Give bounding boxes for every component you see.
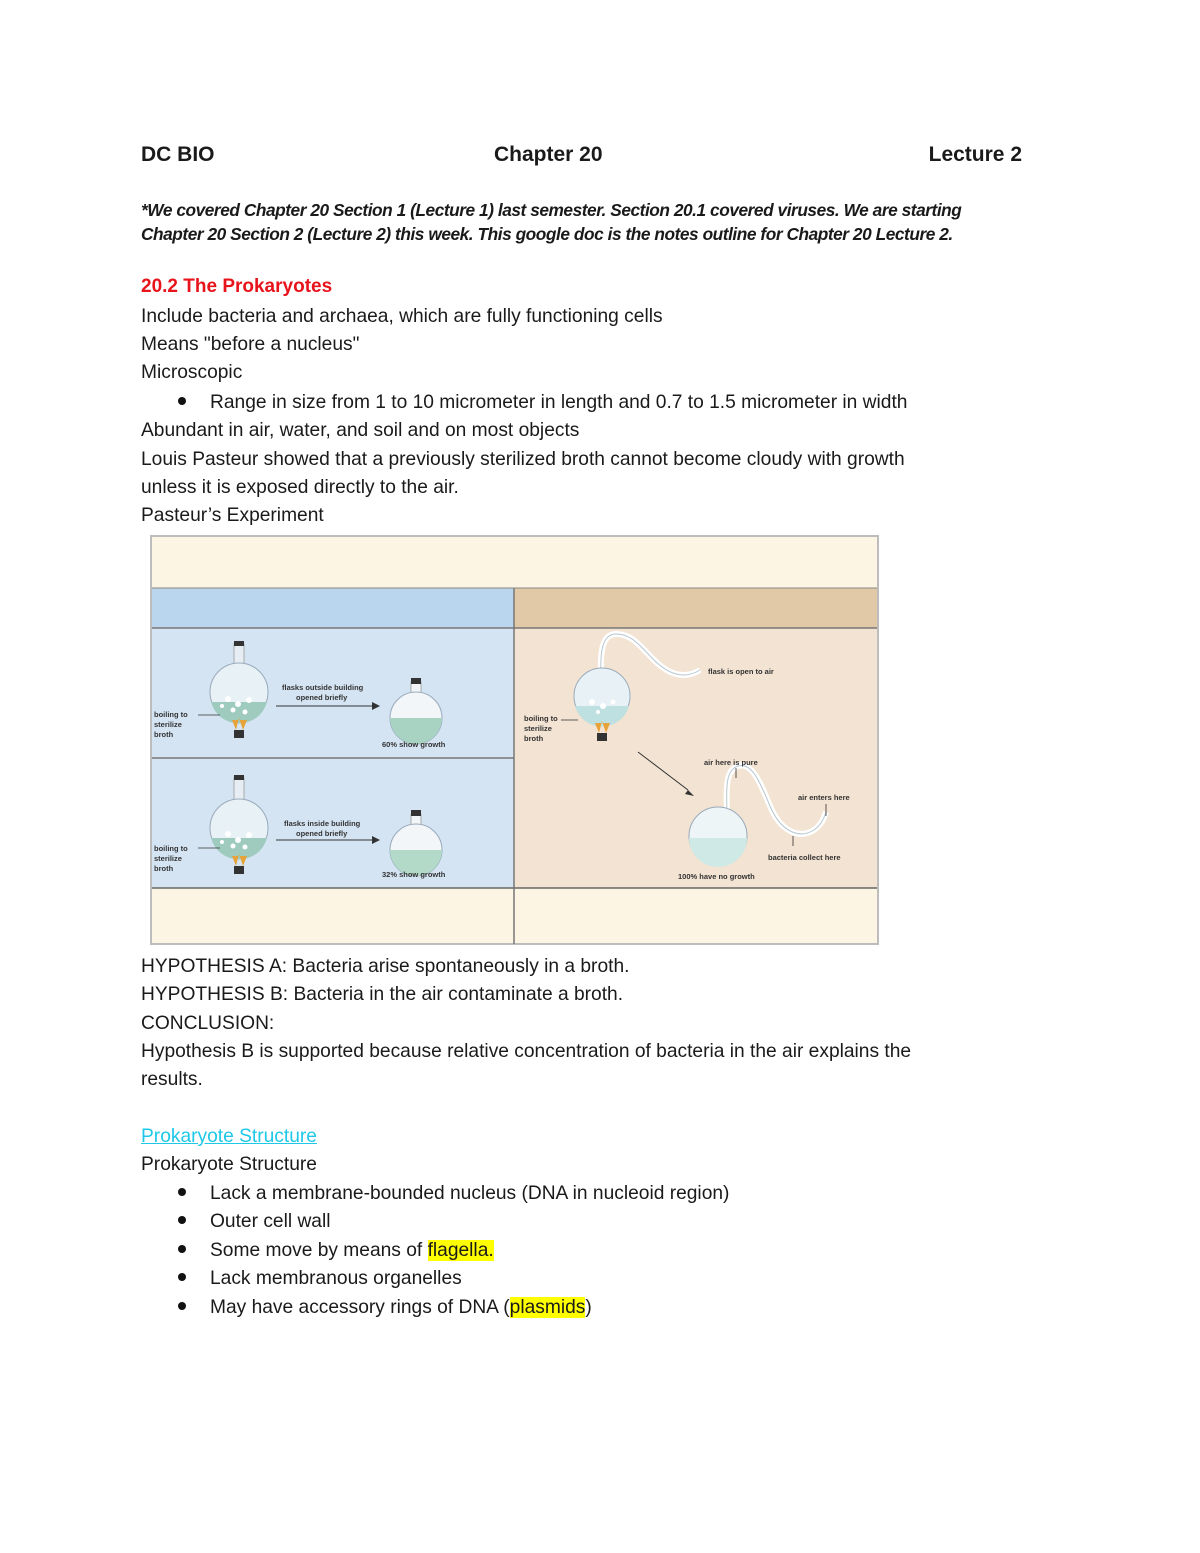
text-line: unless it is exposed directly to the air. [141, 477, 459, 498]
boil-label: sterilize [154, 854, 182, 863]
bullet-icon [178, 397, 186, 405]
bullet-icon [178, 1302, 186, 1310]
section-title: 20.2 The Prokaryotes [141, 276, 333, 297]
bullet-icon [178, 1273, 186, 1281]
air-enters-label: air enters here [798, 793, 850, 802]
hypothesis-a: HYPOTHESIS A: Bacteria arise spontaneously in a broth. [141, 956, 630, 977]
arrow-label: opened briefly [296, 693, 348, 702]
structure-heading: Prokaryote Structure [141, 1154, 317, 1175]
list-item [178, 1265, 462, 1293]
bullet-icon [178, 1245, 186, 1253]
prokaryote-structure-link[interactable]: Prokaryote Structure [141, 1126, 317, 1147]
boil-label: boiling to [524, 714, 558, 723]
highlighted-term: flagella. [427, 1240, 494, 1261]
boil-label: sterilize [154, 720, 182, 729]
result-label: 100% have no growth [678, 872, 755, 881]
list-item-text: Outer cell wall [210, 1211, 331, 1232]
bullet-icon [178, 1216, 186, 1224]
list-item-text: May have accessory rings of DNA ( [210, 1297, 510, 1318]
boil-label: boiling to [154, 844, 188, 853]
list-item-text: Range in size from 1 to 10 micrometer in length and 0.7 to 1.5 micrometer in width [210, 392, 908, 413]
boil-label: boiling to [154, 710, 188, 719]
boil-label: broth [524, 734, 544, 743]
text-line: Include bacteria and archaea, which are fully functioning cells [141, 306, 663, 327]
result-label: 32% show growth [382, 870, 446, 879]
conclusion-text: results. [141, 1069, 203, 1090]
list-item [178, 1208, 331, 1236]
arrow-label: opened briefly [296, 829, 348, 838]
left-header-band [152, 588, 514, 628]
list-item [178, 389, 907, 417]
open-air-label: flask is open to air [708, 667, 774, 676]
conclusion-text: Hypothesis B is supported because relative concentration of bacteria in the air explains the [141, 1041, 912, 1062]
text-line: Means "before a nucleus" [141, 334, 360, 355]
lecture-label: Lecture 2 [928, 143, 1022, 166]
list-item [178, 1294, 592, 1322]
list-item-text: ) [585, 1297, 592, 1318]
arrow-label: flasks inside building [284, 819, 361, 828]
document-header [141, 143, 1022, 173]
arrow-label: flasks outside building [282, 683, 364, 692]
list-item-text: Some move by means of [210, 1240, 428, 1261]
right-header-band [514, 588, 877, 628]
hypothesis-b: HYPOTHESIS B: Bacteria in the air contaminate a broth. [141, 984, 624, 1005]
list-item-text: Lack membranous organelles [210, 1268, 462, 1289]
pasteur-experiment-figure [148, 534, 880, 946]
highlighted-term: plasmids [509, 1297, 586, 1318]
bacteria-collect-label: bacteria collect here [768, 853, 841, 862]
intro-line-2: Chapter 20 Section 2 (Lecture 2) this week. This google doc is the notes outline for Chapter 20 Lecture 2. [141, 224, 953, 244]
course-label: DC BIO [141, 143, 215, 166]
text-line: Abundant in air, water, and soil and on most objects [141, 420, 580, 441]
intro-line-1: *We covered Chapter 20 Section 1 (Lecture 1) last semester. Section 20.1 covered viruses. We are starting [141, 200, 962, 220]
boil-label: broth [154, 730, 174, 739]
text-line: Louis Pasteur showed that a previously sterilized broth cannot become cloudy with growth [141, 449, 905, 470]
boil-label: broth [154, 864, 174, 873]
boil-label: sterilize [524, 724, 552, 733]
text-line: Microscopic [141, 362, 243, 383]
chapter-label: Chapter 20 [494, 143, 603, 166]
list-item-text: Lack a membrane-bounded nucleus (DNA in nucleoid region) [210, 1183, 730, 1204]
bullet-icon [178, 1188, 186, 1196]
list-item [178, 1237, 494, 1265]
text-line: Pasteur’s Experiment [141, 505, 324, 526]
air-pure-label: air here is pure [704, 758, 758, 767]
list-item [178, 1180, 729, 1208]
intro-note [141, 198, 1041, 246]
result-label: 60% show growth [382, 740, 446, 749]
conclusion-heading: CONCLUSION: [141, 1013, 275, 1034]
